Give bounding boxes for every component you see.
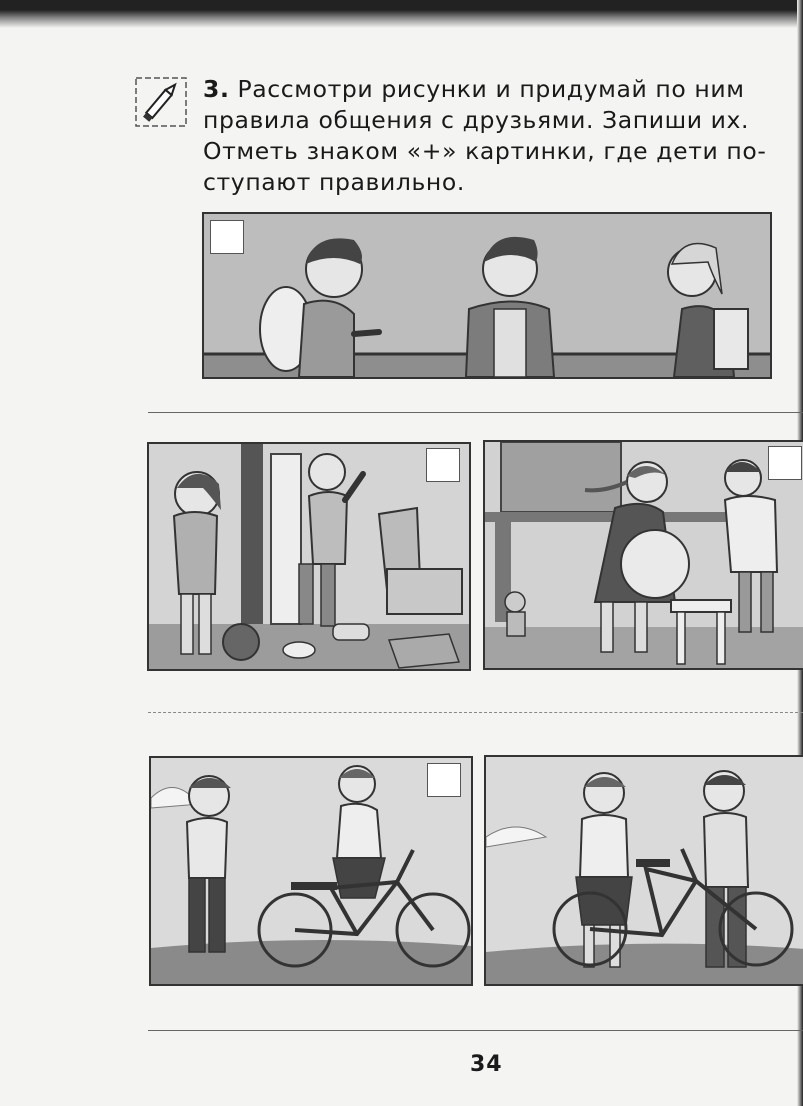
answer-line-1	[148, 412, 803, 413]
task-line-2: правила общения с друзьями. Запиши их.	[203, 106, 750, 134]
picture-bicycle-sharing	[484, 755, 803, 986]
tidying-illustration	[485, 442, 803, 668]
answer-line-3	[148, 1030, 803, 1031]
picture-tidying	[483, 440, 803, 670]
greeting-illustration	[204, 214, 770, 377]
task-line-1: 3. Рассмотри рисунки и придумай по ним	[203, 75, 745, 103]
task-text	[203, 74, 803, 198]
bicycle-riding-illustration	[151, 758, 471, 984]
page-top-shadow	[0, 0, 803, 28]
mark-box-2[interactable]	[426, 448, 460, 482]
picture-greeting	[202, 212, 772, 379]
task-line-3: Отметь знаком «+» картинки, где дети по-	[203, 137, 767, 165]
mark-box-4[interactable]	[427, 763, 461, 797]
task-line-4: ступают правильно.	[203, 168, 465, 196]
bicycle-sharing-illustration	[486, 757, 803, 984]
picture-messy-room	[147, 442, 471, 671]
task-number: 3.	[203, 75, 230, 103]
picture-bicycle-riding	[149, 756, 473, 986]
answer-line-2	[148, 712, 803, 713]
mark-box-3[interactable]	[768, 446, 802, 480]
messy-room-illustration	[149, 444, 469, 669]
pencil-icon	[134, 76, 188, 128]
page-number: 34	[470, 1052, 503, 1077]
mark-box-1[interactable]	[210, 220, 244, 254]
